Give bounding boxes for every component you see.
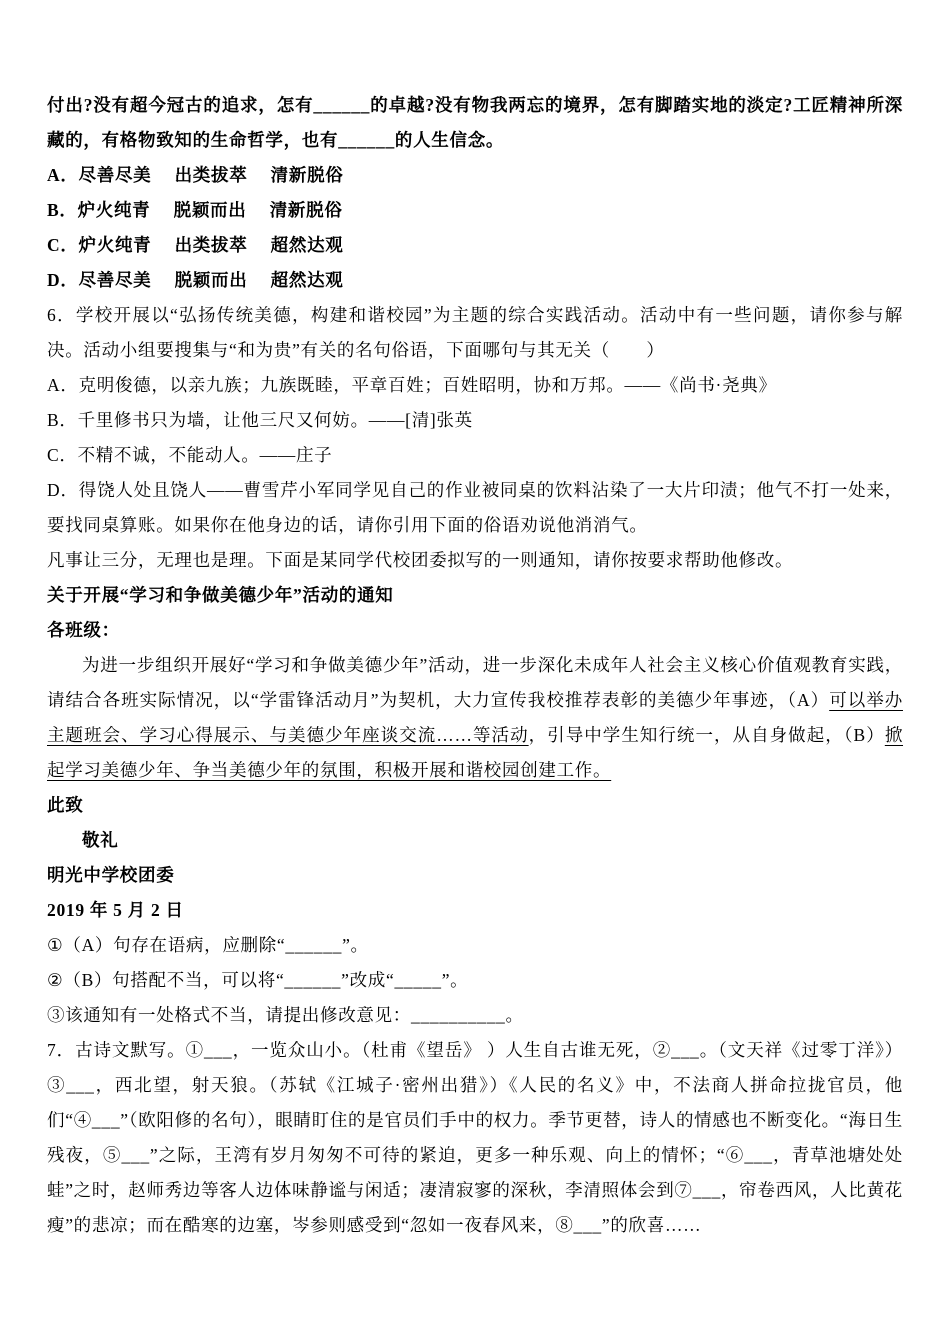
- text-segment: B．千里修书只为墙，让他三尺又何妨。——[清]张英: [47, 410, 473, 430]
- text-segment: 2019 年 5 月 2 日: [47, 900, 184, 920]
- question-6-stem: [47, 298, 903, 368]
- text-segment: C．不精不诚，不能动人。——庄子: [47, 445, 333, 465]
- question-6-option-a: [47, 368, 903, 403]
- text-segment: B．炉火纯青 脱颖而出 清新脱俗: [47, 200, 343, 220]
- underlined-text: 可以举办主题班会、学习心得展示、与美德少年座谈交流……等活动: [47, 690, 903, 745]
- notice-title: [47, 578, 903, 613]
- question-6-option-c: [47, 438, 903, 473]
- text-segment: ②（B）句搭配不当，可以将“______”改成“_____”。: [47, 970, 469, 990]
- text-segment: 付出?没有超今冠古的追求，怎有______的卓越?没有物我两忘的境界，怎有脚踏实地的淡定?工匠精神所深藏的，有格物致知的生命哲学，也有______的人生信念。: [47, 95, 903, 150]
- text-segment: D．尽善尽美 脱颖而出 超然达观: [47, 270, 344, 290]
- document-body: [47, 88, 903, 1243]
- text-segment: A．克明俊德，以亲九族；九族既睦，平章百姓；百姓昭明，协和万邦。——《尚书·尧典》: [47, 375, 777, 395]
- text-segment: ③该通知有一处格式不当，请提出修改意见：__________。: [47, 1005, 524, 1025]
- text-segment: 为进一步组织开展好“学习和争做美德少年”活动，进一步深化未成年人社会主义核心价值观教育实践，请结合各班实际情况，以“学雷锋活动月”为契机，大力宣传我校推荐表彰的美德少年事迹，（A）: [47, 655, 903, 710]
- question-5-option-a: [47, 158, 903, 193]
- text-segment: D．得饶人处且饶人——曹雪芹小军同学见自己的作业被同桌的饮料沾染了一大片印渍；他气不打一处来，要找同桌算账。如果你在他身边的话，请你引用下面的俗语劝说他消消气。: [47, 480, 903, 535]
- question-7-stem: [47, 1033, 903, 1243]
- underlined-text: 掀起学习美德少年、争当美德少年的氛围，积极开展和谐校园创建工作。: [47, 725, 904, 780]
- text-segment: 6．学校开展以“弘扬传统美德，构建和谐校园”为主题的综合实践活动。活动中有一些问题，请你参与解决。活动小组要搜集与“和为贵”有关的名句俗语，下面哪句与其无关（ ）: [47, 305, 903, 360]
- text-segment: 7．古诗文默写。①___，一览众山小。（杜甫《望岳》 ）人生自古谁无死，②___。（文天祥《过零丁洋》）③___，西北望，射天狼。（苏轼《江城子·密州出猎》）《人民的名义》中，不法商人拼命拉拢官员，他们“④___”（欧阳修的名句），眼睛盯住的是官员们手中的权力。季节更替，诗人的情感也不断变化。“海日生残夜，⑤___”之际，王湾有岁月匆匆不可待的紧迫，更多一种乐观、向上的情怀；“⑥___，青草池塘处处蛙”之时，赵师秀边等客人边体味静谧与闲适；凄清寂寥的深秋，李清照体会到⑦___，帘卷西风，人比黄花瘦”的悲凉；而在酷寒的边塞，岑参则感受到“忽如一夜春风来，⑧___”的欣喜……: [47, 1040, 903, 1235]
- text-segment: 各班级：: [47, 620, 120, 640]
- text-segment: 关于开展“学习和争做美德少年”活动的通知: [47, 585, 394, 605]
- text-segment: 明光中学校团委: [47, 865, 175, 885]
- notice-task-1: [47, 928, 903, 963]
- notice-date: [47, 893, 903, 928]
- question-6-option-b: [47, 403, 903, 438]
- text-segment: C．炉火纯青 出类拔萃 超然达观: [47, 235, 344, 255]
- notice-task-2: [47, 963, 903, 998]
- notice-salutation: [47, 613, 903, 648]
- question-5-option-b: [47, 193, 903, 228]
- text-segment: A．尽善尽美 出类拔萃 清新脱俗: [47, 165, 344, 185]
- notice-closing-jingli: [47, 823, 903, 858]
- notice-closing-cizhi: [47, 788, 903, 823]
- question-5-stem: [47, 88, 903, 158]
- question-5-option-c: [47, 228, 903, 263]
- text-segment: 凡事让三分，无理也是理。下面是某同学代校团委拟写的一则通知，请你按要求帮助他修改。: [47, 550, 794, 570]
- notice-body: [47, 648, 903, 788]
- text-segment: 敬礼: [82, 830, 119, 850]
- question-6-option-d: [47, 473, 903, 543]
- text-segment: ①（A）句存在语病，应删除“______”。: [47, 935, 369, 955]
- notice-signature: [47, 858, 903, 893]
- text-segment: ，引导中学生知行统一，从自身做起，（B）: [528, 725, 885, 745]
- notice-intro: [47, 543, 903, 578]
- question-5-option-d: [47, 263, 903, 298]
- notice-task-3: [47, 998, 903, 1033]
- text-segment: 此致: [47, 795, 84, 815]
